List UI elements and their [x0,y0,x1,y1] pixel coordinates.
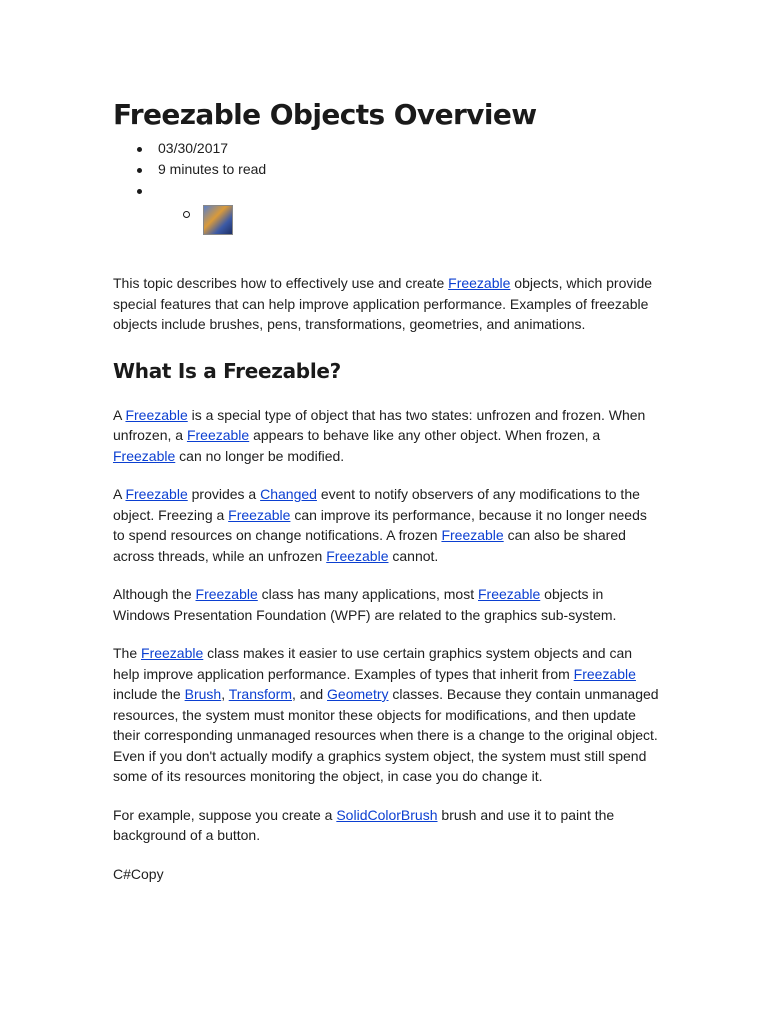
freezable-link[interactable]: Freezable [573,665,636,682]
text: For example, suppose you create a [113,806,337,823]
transform-link[interactable]: Transform [228,686,292,702]
contributor-item [161,205,281,235]
section-heading: What Is a Freezable? [113,358,341,383]
intro-text: objects, which provide special features that can help improve application performance. Examples of freezable objects include brushes, pens, transformations, geometries, and animations. [113,275,653,332]
text: class makes it easier to use certain graphics system objects and can help improve application performance. Examples of types that inherit from [113,645,633,682]
text: can improve its performance, because it no longer needs to spend resources on change notifications. A frozen [113,506,647,543]
contributor-avatar[interactable] [203,205,233,235]
changed-link[interactable]: Changed [260,486,317,502]
text: can no longer be modified. [175,447,345,464]
paragraph [113,484,661,566]
freezable-link[interactable]: Freezable [113,447,176,464]
contributors-list [113,201,661,235]
read-time: 9 minutes to read [113,159,661,180]
article [113,96,661,884]
text: brush and use it to paint the background of a button. [113,806,615,843]
text: objects in Windows Presentation Foundation (WPF) are related to the graphics sub-system. [113,586,617,623]
freezable-link[interactable]: Freezable [326,547,389,564]
page-title: Freezable Objects Overview [113,98,537,131]
article-metadata [113,138,661,201]
paragraph [113,805,661,846]
freezable-link[interactable]: Freezable [141,645,204,661]
freezable-link[interactable]: Freezable [441,527,504,543]
text: A [113,486,126,502]
intro-text: This topic describes how to effectively use and create [113,275,449,291]
publish-date: 03/30/2017 [113,138,661,159]
text: appears to behave like any other object. When frozen, a [249,427,601,443]
freezable-link[interactable]: Freezable [125,486,188,502]
text: can also be shared across threads, while an unfrozen [113,527,626,564]
freezable-link[interactable]: Freezable [186,427,250,443]
freezable-link[interactable]: Freezable [195,586,258,602]
text: A [113,406,126,423]
freezable-link[interactable]: Freezable [448,275,511,291]
solidcolorbrush-link[interactable]: SolidColorBrush [336,806,438,823]
text: include the [113,686,185,702]
text: The [113,645,142,661]
text: is a special type of object that has two states: unfrozen and frozen. When unfrozen, a [113,406,646,443]
paragraph [113,405,661,467]
circle-bullet-icon [183,211,190,218]
text: , and [292,686,328,702]
code-copy-label[interactable]: C#Copy [113,865,164,882]
paragraph [113,643,661,787]
text: cannot. [388,547,439,564]
geometry-link[interactable]: Geometry [327,686,389,702]
freezable-link[interactable]: Freezable [478,586,541,602]
contributors-item [113,180,661,201]
text: event to notify observers of any modifications to the object. Freezing a [113,486,640,523]
intro-paragraph [113,273,661,335]
freezable-link[interactable]: Freezable [228,506,291,523]
brush-link[interactable]: Brush [184,686,222,702]
freezable-link[interactable]: Freezable [125,406,188,423]
text: Although the [113,586,196,602]
text: provides a [187,486,261,502]
text: classes. Because they contain unmanaged resources, the system must monitor these objects for modifications, and then update their corresponding unmanaged resources when there is a change to the original object. Even if you don't actually modify a graphics system object, the system must still spend some of its resources monitoring the object, in case you do change it. [113,686,659,784]
paragraph [113,584,661,625]
text: , [221,686,229,702]
text: class has many applications, most [257,586,478,602]
